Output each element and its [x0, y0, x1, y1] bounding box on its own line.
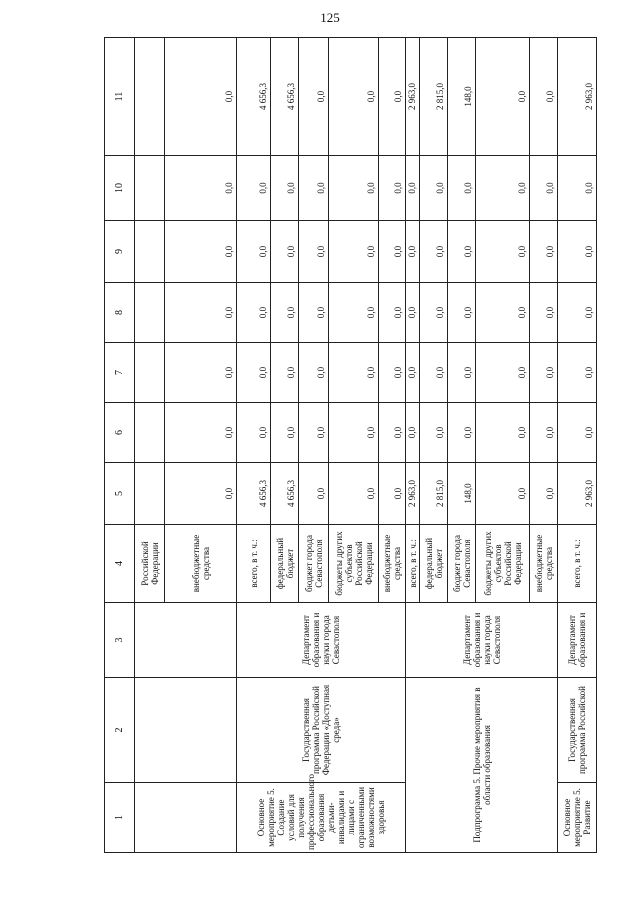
funding-source: всего, в т. ч.: [237, 525, 271, 603]
table-row [135, 38, 165, 853]
blank-cell [135, 343, 165, 403]
value-cell: 0,0 [329, 343, 379, 403]
value-cell: 0,0 [530, 283, 558, 343]
value-cell: 0,0 [476, 283, 530, 343]
executor-name: Департамент образования и науки города Севастополя [237, 603, 406, 678]
value-cell: 0,0 [271, 221, 299, 283]
value-cell: 0,0 [237, 343, 271, 403]
value-cell: 4 656,3 [237, 463, 271, 525]
value-cell: 0,0 [299, 38, 329, 156]
value-cell: 0,0 [448, 221, 476, 283]
value-cell: 0,0 [420, 403, 448, 463]
value-cell: 0,0 [271, 343, 299, 403]
value-cell: 148,0 [448, 463, 476, 525]
cont-cell-2 [135, 678, 237, 783]
executor-name: Департамент образования и [558, 603, 597, 678]
program-name: Государственная программа Российской Федерации «Доступная среда» [237, 678, 406, 783]
executor-name: Департамент образования и науки города Севастополя [406, 603, 558, 678]
value-cell: 0,0 [420, 343, 448, 403]
value-cell: 0,0 [558, 156, 597, 221]
value-cell: 148,0 [448, 38, 476, 156]
value-cell: 0,0 [476, 221, 530, 283]
value-cell: 2 815,0 [420, 463, 448, 525]
header-col-5: 5 [105, 463, 135, 525]
value-cell: 4 656,3 [271, 463, 299, 525]
value-cell: 0,0 [476, 463, 530, 525]
value-cell: 0,0 [165, 38, 237, 156]
value-cell: 0,0 [329, 283, 379, 343]
blank-cell [135, 283, 165, 343]
value-cell: 0,0 [558, 403, 597, 463]
blank-cell [135, 38, 165, 156]
value-cell: 0,0 [448, 403, 476, 463]
value-cell: 0,0 [329, 221, 379, 283]
value-cell: 0,0 [165, 221, 237, 283]
header-col-7: 7 [105, 343, 135, 403]
value-cell: 0,0 [271, 283, 299, 343]
value-cell: 0,0 [237, 156, 271, 221]
header-col-10: 10 [105, 156, 135, 221]
blank-cell [135, 221, 165, 283]
value-cell: 0,0 [448, 156, 476, 221]
value-cell: 0,0 [237, 283, 271, 343]
value-cell: 0,0 [379, 221, 406, 283]
value-cell: 0,0 [299, 156, 329, 221]
value-cell: 0,0 [448, 283, 476, 343]
header-col-8: 8 [105, 283, 135, 343]
funding-source: бюджеты других субъектов Российской Федерации [476, 525, 530, 603]
rotated-table-viewport [104, 38, 594, 853]
value-cell: 0,0 [406, 403, 420, 463]
value-cell: 0,0 [379, 38, 406, 156]
header-col-11: 11 [105, 38, 135, 156]
cont-cell-1 [135, 783, 237, 853]
value-cell: 0,0 [379, 403, 406, 463]
value-cell: 0,0 [379, 283, 406, 343]
value-cell: 0,0 [237, 221, 271, 283]
header-col-1: 1 [105, 783, 135, 853]
funding-source: федеральный бюджет [420, 525, 448, 603]
value-cell: 0,0 [420, 283, 448, 343]
measure-name: Основное мероприятие 5. Создание условий для получения профессионального образования детьми-инвалидами и лицами с ограниченными возможностями здоровья [237, 783, 406, 853]
value-cell: 4 656,3 [271, 38, 299, 156]
value-cell: 0,0 [299, 343, 329, 403]
value-cell: 0,0 [379, 463, 406, 525]
value-cell: 2 815,0 [420, 38, 448, 156]
measure-name: Основное мероприятие 5. Развитие [558, 783, 597, 853]
blank-cell [135, 156, 165, 221]
value-cell: 0,0 [420, 156, 448, 221]
header-col-3: 3 [105, 603, 135, 678]
value-cell: 0,0 [530, 343, 558, 403]
value-cell: 0,0 [476, 156, 530, 221]
value-cell: 0,0 [558, 343, 597, 403]
value-cell: 0,0 [558, 221, 597, 283]
value-cell: 0,0 [165, 156, 237, 221]
funding-source: внебюджетные средства [530, 525, 558, 603]
header-col-2: 2 [105, 678, 135, 783]
value-cell: 0,0 [420, 221, 448, 283]
value-cell: 0,0 [299, 221, 329, 283]
funding-source: всего, в т. ч.: [406, 525, 420, 603]
value-cell: 0,0 [165, 343, 237, 403]
value-cell: 0,0 [299, 283, 329, 343]
header-col-4: 4 [105, 525, 135, 603]
value-cell: 0,0 [530, 38, 558, 156]
value-cell: 2 963,0 [558, 38, 597, 156]
header-row [105, 38, 135, 853]
value-cell: 0,0 [530, 221, 558, 283]
value-cell: 0,0 [476, 343, 530, 403]
funding-source: федеральный бюджет [271, 525, 299, 603]
value-cell: 0,0 [476, 403, 530, 463]
value-cell: 0,0 [476, 38, 530, 156]
value-cell: 0,0 [448, 343, 476, 403]
value-cell: 0,0 [530, 463, 558, 525]
cont-cell-3 [135, 603, 237, 678]
value-cell: 2 963,0 [406, 463, 420, 525]
value-cell: 0,0 [165, 403, 237, 463]
value-cell: 0,0 [329, 38, 379, 156]
subprogram-name: Подпрограмма 5. Прочие мероприятия в области образования [406, 678, 558, 853]
funding-source: бюджет города Севастополя [299, 525, 329, 603]
value-cell: 2 963,0 [406, 38, 420, 156]
funding-source: внебюджетные средства [379, 525, 406, 603]
value-cell: 0,0 [165, 283, 237, 343]
value-cell: 0,0 [329, 403, 379, 463]
value-cell: 4 656,3 [237, 38, 271, 156]
value-cell: 0,0 [406, 343, 420, 403]
value-cell: 0,0 [558, 283, 597, 343]
value-cell: 0,0 [329, 463, 379, 525]
table-row [558, 38, 597, 853]
table-row [406, 38, 420, 853]
value-cell: 0,0 [406, 283, 420, 343]
funding-source: всего, в т. ч.: [558, 525, 597, 603]
value-cell: 0,0 [271, 156, 299, 221]
blank-cell [135, 403, 165, 463]
value-cell: 0,0 [299, 403, 329, 463]
funding-source: Российской Федерации [135, 525, 165, 603]
header-col-6: 6 [105, 403, 135, 463]
value-cell: 0,0 [406, 156, 420, 221]
funding-source: бюджеты других субъектов Российской Федерации [329, 525, 379, 603]
value-cell: 0,0 [299, 463, 329, 525]
value-cell: 2 963,0 [558, 463, 597, 525]
header-col-9: 9 [105, 221, 135, 283]
value-cell: 0,0 [237, 403, 271, 463]
funding-source: бюджет города Севастополя [448, 525, 476, 603]
blank-cell [135, 463, 165, 525]
value-cell: 0,0 [329, 156, 379, 221]
page-number: 125 [320, 10, 340, 25]
program-name: Государственная программа Российской [558, 678, 597, 783]
value-cell: 0,0 [406, 221, 420, 283]
value-cell: 0,0 [165, 463, 237, 525]
funding-source: внебюджетные средства [165, 525, 237, 603]
value-cell: 0,0 [271, 403, 299, 463]
value-cell: 0,0 [530, 403, 558, 463]
value-cell: 0,0 [379, 343, 406, 403]
value-cell: 0,0 [379, 156, 406, 221]
budget-table [104, 37, 597, 853]
value-cell: 0,0 [530, 156, 558, 221]
table-row [237, 38, 271, 853]
